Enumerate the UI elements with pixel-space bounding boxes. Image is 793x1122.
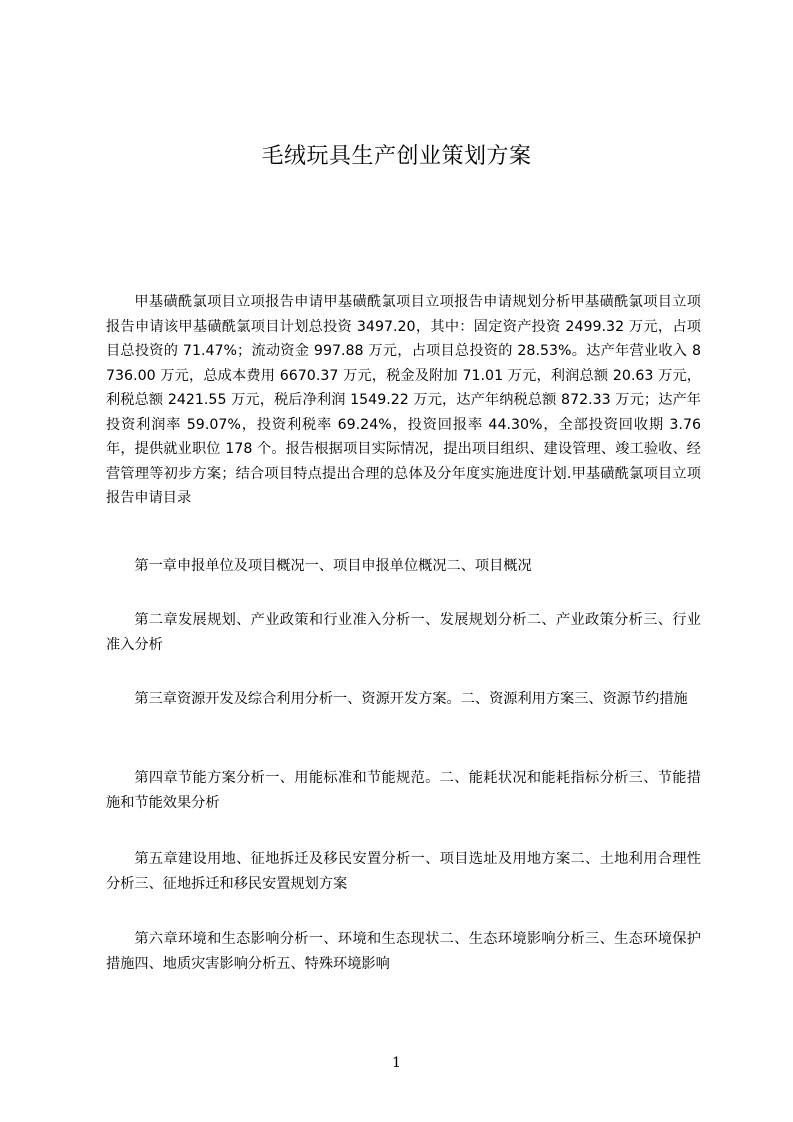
intro-paragraph: 甲基磺酰氯项目立项报告申请甲基磺酰氯项目立项报告申请规划分析甲基磺酰氯项目立项报告申请该甲基磺酰氯项目计划总投资 3497.20，其中：固定资产投资 2499.32 万元，占项目总投资的 71.47%；流动资金 997.88 万元，占项目总投资的 28.53%。达产年营业收入 8736.00 万元，总成本费用 6670.37 万元，税金及附加 71.01 万元，利润总额 20.63 万元，利税总额 2421.55 万元，税后净利润 1549.22 万元，达产年纳税总额 872.33 万元；达产年投资利润率 59.07%，投资利税率 69.24%，投资回报率 44.30%，全部投资回收期 3.76 年，提供就业职位 178 个。报告根据项目实际情况，提出项目组织、建设管理、竣工验收、经营管理等初步方案；结合项目特点提出合理的总体及分年度实施进度计划.甲基磺酰氯项目立项报告申请目录 xyxy=(106,294,701,506)
chapter-6: 第六章环境和生态影响分析一、环境和生态现状二、生态环境影响分析三、生态环境保护措施四、地质灾害影响分析五、特殊环境影响 xyxy=(106,931,701,972)
chapter-2-block xyxy=(106,608,701,657)
chapter-1: 第一章申报单位及项目概况一、项目申报单位概况二、项目概况 xyxy=(134,558,532,574)
chapter-6-block xyxy=(106,927,701,976)
chapter-2: 第二章发展规划、产业政策和行业准入分析一、发展规划分析二、产业政策分析三、行业准入分析 xyxy=(106,612,701,653)
chapter-1-block xyxy=(106,554,701,579)
intro-paragraph-block xyxy=(106,290,701,511)
page-title: 毛绒玩具生产创业策划方案 xyxy=(261,144,532,169)
chapter-3: 第三章资源开发及综合利用分析一、资源开发方案。二、资源利用方案三、资源节约措施 xyxy=(134,691,688,707)
chapter-5: 第五章建设用地、征地拆迁及移民安置分析一、项目选址及用地方案二、土地利用合理性分析三、征地拆迁和移民安置规划方案 xyxy=(106,851,701,892)
chapter-3-block xyxy=(106,687,701,712)
chapter-5-block xyxy=(106,847,701,896)
page-number: 1 xyxy=(392,1055,401,1071)
chapter-4: 第四章节能方案分析一、用能标准和节能规范。二、能耗状况和能耗指标分析三、节能措施和节能效果分析 xyxy=(106,770,701,811)
chapter-4-block xyxy=(106,766,701,815)
